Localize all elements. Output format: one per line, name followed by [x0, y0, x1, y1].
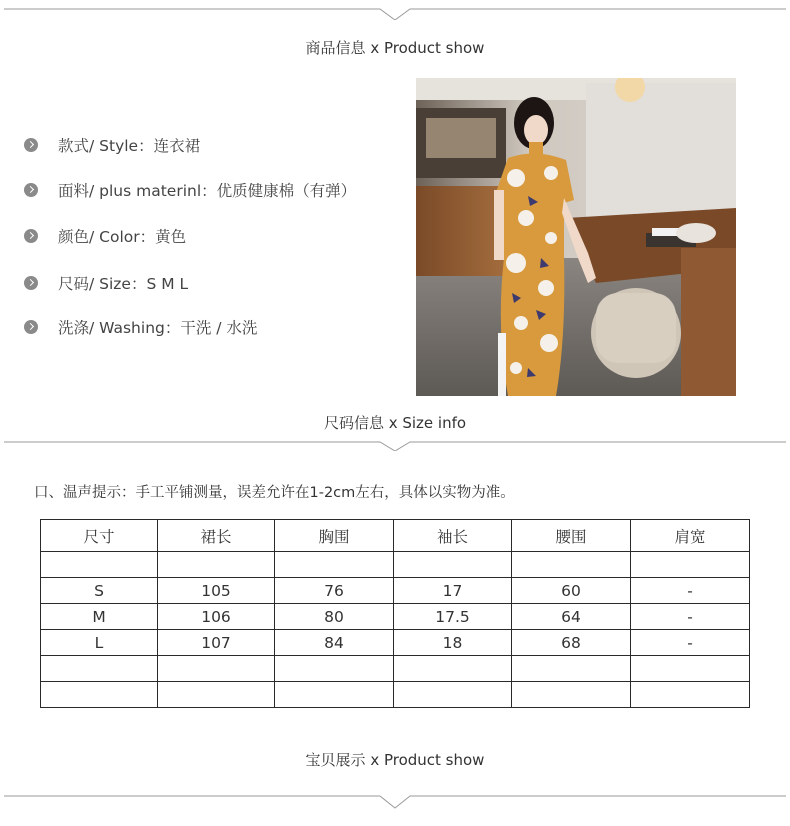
- top-divider: [4, 6, 786, 20]
- table-header-row: [41, 520, 750, 552]
- chevron-right-icon: [24, 183, 38, 197]
- chevron-right-icon: [24, 276, 38, 290]
- table-cell: [631, 656, 750, 682]
- table-cell: 17: [394, 578, 512, 604]
- table-cell: [41, 552, 158, 578]
- table-row: [41, 656, 750, 682]
- table-cell: S: [41, 578, 158, 604]
- table-cell: 17.5: [394, 604, 512, 630]
- product-show-heading: 商品信息 x Product show: [305, 39, 485, 57]
- info-color: [24, 226, 186, 246]
- table-cell: [512, 656, 631, 682]
- header-length: 裙长: [158, 520, 275, 552]
- product-photo: [416, 78, 736, 396]
- table-cell: 60: [512, 578, 631, 604]
- table-row: [41, 578, 750, 604]
- table-cell: 80: [275, 604, 394, 630]
- table-cell: 107: [158, 630, 275, 656]
- info-washing: [24, 317, 257, 337]
- table-cell: [275, 552, 394, 578]
- header-bust: 胸围: [275, 520, 394, 552]
- table-cell: 106: [158, 604, 275, 630]
- table-row: [41, 630, 750, 656]
- chevron-right-icon: [24, 229, 38, 243]
- table-cell: [394, 656, 512, 682]
- header-waist: 腰围: [512, 520, 631, 552]
- table-cell: 68: [512, 630, 631, 656]
- table-cell: [631, 682, 750, 708]
- size-divider: [4, 437, 786, 451]
- table-cell: 18: [394, 630, 512, 656]
- info-size: [24, 273, 188, 293]
- measurement-note: 口、温声提示：手工平铺测量，误差允许在1-2cm左右，具体以实物为准。: [34, 485, 515, 501]
- info-color-text: 颜色/ Color：黄色: [58, 228, 187, 246]
- table-row: [41, 552, 750, 578]
- table-cell: -: [631, 630, 750, 656]
- size-info-heading: 尺码信息 x Size info: [323, 414, 467, 432]
- table-cell: [631, 552, 750, 578]
- table-cell: [512, 682, 631, 708]
- gallery-heading: 宝贝展示 x Product show: [305, 751, 485, 769]
- table-cell: M: [41, 604, 158, 630]
- table-cell: [275, 682, 394, 708]
- table-cell: -: [631, 578, 750, 604]
- info-style-text: 款式/ Style：连衣裙: [58, 137, 201, 155]
- table-cell: [41, 656, 158, 682]
- header-sleeve: 袖长: [394, 520, 512, 552]
- table-cell: [158, 682, 275, 708]
- table-cell: [394, 682, 512, 708]
- table-cell: [158, 552, 275, 578]
- info-material: [24, 180, 356, 200]
- bottom-divider: [4, 795, 786, 809]
- table-cell: 105: [158, 578, 275, 604]
- table-cell: [41, 682, 158, 708]
- size-table: [40, 519, 750, 708]
- table-cell: 76: [275, 578, 394, 604]
- info-style: [24, 135, 200, 155]
- table-cell: -: [631, 604, 750, 630]
- table-cell: [512, 552, 631, 578]
- table-cell: [275, 656, 394, 682]
- table-cell: L: [41, 630, 158, 656]
- table-row: [41, 604, 750, 630]
- table-cell: 84: [275, 630, 394, 656]
- table-cell: [158, 656, 275, 682]
- header-size: 尺寸: [41, 520, 158, 552]
- table-cell: [394, 552, 512, 578]
- info-size-text: 尺码/ Size：S M L: [58, 275, 189, 293]
- table-cell: 64: [512, 604, 631, 630]
- table-row: [41, 682, 750, 708]
- chevron-right-icon: [24, 320, 38, 334]
- header-shoulder: 肩宽: [631, 520, 750, 552]
- info-material-text: 面料/ plus materinl：优质健康棉（有弹）: [58, 182, 357, 200]
- info-washing-text: 洗涤/ Washing：干洗 / 水洗: [58, 319, 258, 337]
- chevron-right-icon: [24, 138, 38, 152]
